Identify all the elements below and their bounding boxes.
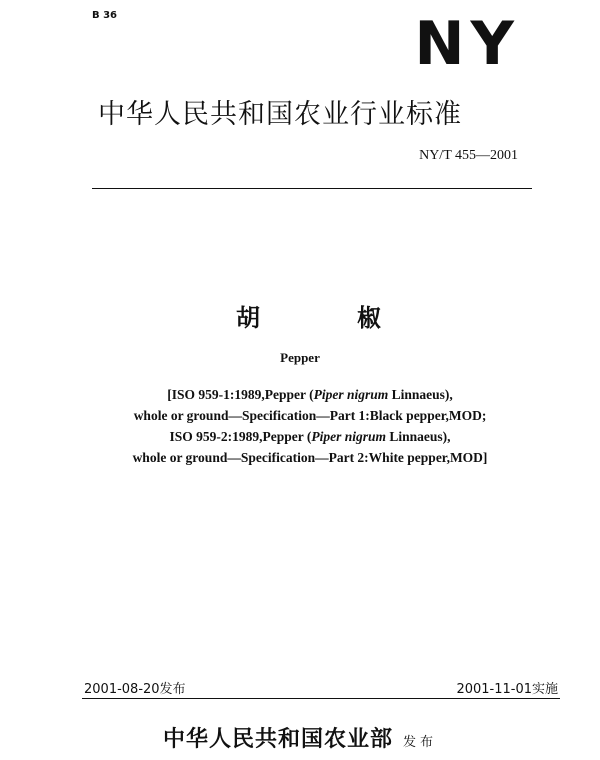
reference-line-1-end: Linnaeus), <box>388 387 453 402</box>
reference-line-2: whole or ground—Specification—Part 1:Black pepper,MOD; <box>133 408 487 423</box>
reference-line-3-end: Linnaeus), <box>385 429 451 444</box>
reference-line-4: whole or ground—Specification—Part 2:White pepper,MOD] <box>132 450 488 465</box>
publish-label: 发布 <box>403 735 438 750</box>
english-title: Pepper <box>280 350 320 365</box>
species-name-1: Piper nigrum <box>313 387 389 402</box>
ny-logo: NY <box>414 9 520 79</box>
header-divider <box>92 188 532 189</box>
ics-classification-code: B 36 <box>92 10 118 21</box>
publisher-line <box>0 722 600 753</box>
reference-line-3-start: ISO 959-2:1989,Pepper ( <box>169 429 312 444</box>
reference-line-1-start: [ISO 959-1:1989,Pepper ( <box>167 387 314 402</box>
publisher-organization: 中华人民共和国农业部 <box>162 726 393 752</box>
species-name-2: Piper nigrum <box>311 429 386 444</box>
standard-number: NY/T 455—2001 <box>419 148 518 163</box>
reference-line-3 <box>90 426 530 447</box>
iso-reference-block <box>90 384 530 468</box>
reference-line-1 <box>90 384 530 405</box>
chinese-title-char-2: 椒 <box>357 304 381 332</box>
chinese-title-char-1: 胡 <box>236 304 260 332</box>
implementation-date: 2001-11-01实施 <box>456 682 558 697</box>
footer-divider <box>82 698 560 699</box>
standard-category-title: 中华人民共和国农业行业标准 <box>98 99 462 130</box>
issue-date: 2001-08-20发布 <box>84 682 186 697</box>
